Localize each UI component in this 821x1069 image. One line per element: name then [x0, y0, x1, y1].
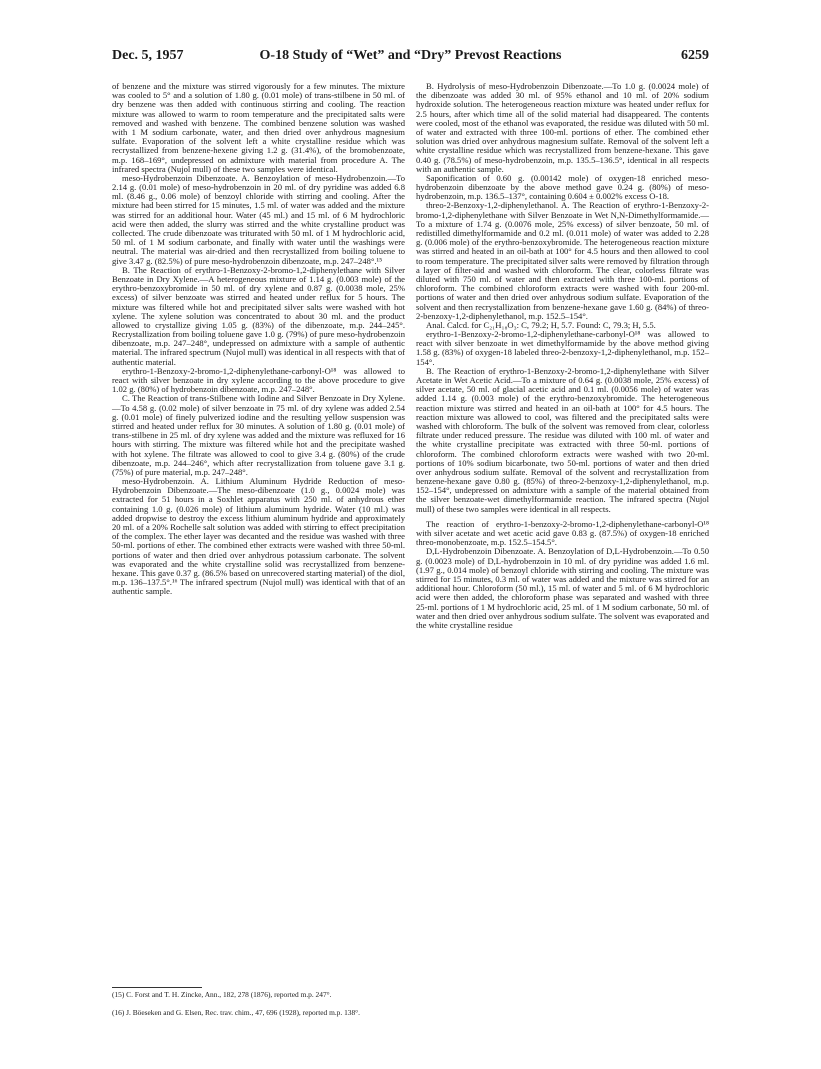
paragraph: meso-Hydrobenzoin. A. Lithium Aluminum Hydride Reduction of meso-Hydrobenzoin Dibenzoate.—The meso-dibenzoate (1.0 g., 0.0024 mole) was extracted for 51 hours in a Soxhlet apparatus with 250 ml. of anhydrous ether containing 1.0 g. (0.026 mole) of lithium aluminum hydride. Water (10 ml.) was added dropwise to destroy the excess lithium aluminum hydride and approximately 20 ml. of a 20% Rochelle salt solution was added with stirring to effect precipitation of the complex. The ether layer was decanted and the residue was washed with three 50-ml. portions of ether. The combined ether extracts were washed with three 50-ml. portions of water and then dried over anhydrous potassium carbonate. The solvent was evaporated and the white crystalline solid was recrystallized from benzene-hexane. This gave 0.37 g. (86.5% based on unrecovered starting material) of the diol, m.p. 136–137.5°.¹⁶ The infrared spectrum (Nujol mull) was identical with that of an authentic sample. — [112, 476, 405, 597]
paragraph: erythro-1-Benzoxy-2-bromo-1,2-diphenylethane-carbonyl-O¹⁸ was allowed to react with silver benzoate in dry xylene according to the above procedure to give 1.02 g. (80%) of hydrobenzoin dibenzoate, m.p. 247–248°. — [112, 365, 405, 395]
paragraph: Saponification of 0.60 g. (0.00142 mole) of oxygen-18 enriched meso-hydrobenzoin dibenzoate by the above method gave 0.24 g. (80%) of meso-hydrobenzoin, m.p. 136.5–137°, containing 0.604 ± 0.002% excess O-18. — [416, 172, 709, 202]
paragraph: B. The Reaction of erythro-1-Benzoxy-2-bromo-1,2-diphenylethane with Silver Acetate in Wet Acetic Acid.—To a mixture of 0.64 g. (0.0038 mole, 25% excess) of silver acetate, 50 ml. of glacial acetic acid and 0.1 ml. (0.0056 mole) of water was added 1.14 g. (0.003 mole) of the erythro-benzoxybromide. The heterogeneous reaction mixture was stirred and heated in an oil-bath at 100° for 4.5 hours. The reaction mixture was allowed to cool, was filtered and the precipitated salts were washed with chloroform. The bulk of the solvent was removed from clear, colorless filtrate under reduced pressure. The residue was diluted with 100 ml. of water and the white crystalline precipitate was extracted with three 50-ml. portions of chloroform. The combined chloroform extracts were washed with two 20-ml. portions of 10% sodium bicarbonate, two 50-ml. portions of water and then dried over anhydrous sodium sulfate. Removal of the solvent and recrystallization from benzene-hexane gave 0.80 g. (85%) of threo-2-benzoxy-1,2-diphenylethanol, m.p. 152–154°, undepressed on admixture with a sample of the material obtained from the silver benzoate-wet dimethylformamide reaction. The infrared spectra (Nujol mull) of these two samples were identical in all respects. — [416, 365, 709, 514]
paragraph: D,L-Hydrobenzoin Dibenzoate. A. Benzoylation of D,L-Hydrobenzoin.—To 0.50 g. (0.0023 mole) of D,L-hydrobenzoin in 10 ml. of dry pyridine was added 1.6 ml. (1.97 g., 0.014 mole) of benzoyl chloride with stirring and cooling. The mixture was stirred for 15 minutes, 0.3 ml. of water was added and the mixture was stirred for an additional hour. Chloroform (50 ml.), 15 ml. of water and 5 ml. of 6 M hydrochloric acid were then added, the chloroform phase was separated and washed with three 25-ml. portions of 1 M hydrochloric acid, 25 ml. of 1 M sodium carbonate, 50 ml. of water and then dried over anhydrous sodium sulfate. The solvent was evaporated and the white crystalline residue — [416, 546, 709, 630]
footnote-15: (15) C. Forst and T. H. Zincke, Ann., 182, 278 (1876), reported m.p. 247°. — [112, 990, 332, 999]
right-column — [416, 82, 709, 1045]
paragraph: meso-Hydrobenzoin Dibenzoate. A. Benzoylation of meso-Hydrobenzoin.—To 2.14 g. (0.01 mole) of meso-hydrobenzoin in 20 ml. of dry pyridine was added 6.8 ml. (8.46 g., 0.06 mole) of benzoyl chloride with stirring and cooling. After the mixture had been stirred for 15 minutes, 1.5 ml. of water was added and the mixture was stirred for an additional hour. Water (45 ml.) and 15 ml. of 6 M hydrochloric acid were then added, the slurry was stirred and the white crystalline product was collected. The crude dibenzoate was triturated with 50 ml. of 1 M hydrochloric acid, 50 ml. of 1 M sodium carbonate, and finally with water until the washings were neutral. The material was air-dried and then recrystallized from boiling toluene to give 3.47 g. (82.5%) of pure meso-hydrobenzoin dibenzoate, m.p. 247–248°.¹⁵ — [112, 172, 405, 266]
header-title: O-18 Study of “Wet” and “Dry” Prevost Reactions — [259, 48, 562, 63]
footnote-16: (16) J. Böeseken and G. Elsen, Rec. trav. chim., 47, 696 (1928), reported m.p. 138°. — [112, 1008, 360, 1017]
paragraph: erythro-1-Benzoxy-2-bromo-1,2-diphenylethane-carbonyl-O¹⁸ was allowed to react with silver benzoate in wet dimethylformamide by the above method giving 1.58 g. (83%) of oxygen-18 labeled threo-2-benzoxy-1,2-diphenylethanol, m.p. 152–154°. — [416, 329, 709, 367]
header-date: Dec. 5, 1957 — [112, 48, 184, 63]
paragraph: B. Hydrolysis of meso-Hydrobenzoin Dibenzoate.—To 1.0 g. (0.0024 mole) of the dibenzoate was added 30 ml. of 95% ethanol and 10 ml. of 20% sodium hydroxide solution. The heterogeneous reaction mixture was heated under reflux for 2.5 hours, after which time all of the solid material had disappeared. The contents were cooled, most of the ethanol was evaporated, the residue was diluted with 50 ml. of water and extracted with three 100-ml. portions of ether. The combined ether solution was dried over anhydrous magnesium sulfate. Removal of the solvent left a white crystalline residue which was recrystallized from benzene-hexane. This gave 0.40 g. (78.5%) of meso-hydrobenzoin, m.p. 135.5–136.5°, identical in all respects with an authentic sample. — [416, 81, 709, 174]
paragraph: B. The Reaction of erythro-1-Benzoxy-2-bromo-1,2-diphenylethane with Silver Benzoate in Dry Xylene.—A heterogeneous mixture of 1.14 g. (0.003 mole) of the erythro-benzoxybromide in 50 ml. of dry xylene and 0.87 g. (0.0038 mole, 25% excess) of silver benzoate was stirred and heated under reflux for 5 hours. The mixture was filtered while hot and precipitated silver salts were washed with hot xylene. The xylene solution was concentrated to about 30 ml. and the product allowed to crystallize giving 1.05 g. (83%) of the dibenzoate, m.p. 244–245°. Recrystallization from boiling toluene gave 1.0 g. (79%) of pure meso-hydrobenzoin dibenzoate, m.p. 247–248°, undepressed on admixture with a sample of authentic material. The infrared spectrum (Nujol mull) was identical in all respects with that of authentic material. — [112, 264, 405, 367]
left-column — [112, 82, 405, 982]
footnote-rule — [112, 987, 202, 988]
paragraph: The reaction of erythro-1-benzoxy-2-bromo-1,2-diphenylethane-carbonyl-O¹⁸ with silver acetate and wet acetic acid gave 0.83 g. (87.5%) of oxygen-18 enriched threo-monobenzoate, m.p. 152.5–154.5°. — [416, 518, 709, 548]
paragraph: threo-2-Benzoxy-1,2-diphenylethanol. A. The Reaction of erythro-1-Benzoxy-2-bromo-1,2-diphenylethane with Silver Benzoate in Wet N,N-Dimethylformamide.—To a mixture of 1.74 g. (0.0076 mole, 25% excess) of silver benzoate, 50 ml. of redistilled dimethylformamide and 0.2 ml. (0.011 mole) of water was added to 2.28 g. (0.006 mole) of the erythro-benzoxybromide. The heterogeneous reaction mixture was stirred and heated in an oil-bath at 100° for 4.5 hours and then allowed to cool to room temperature. The precipitated silver salts were removed by filtration through a layer of filter-aid and washed with chloroform. The clear, colorless filtrate was diluted with 750 ml. of water and then extracted with three 100-ml. portions of chloroform. The combined chloroform extracts were washed with four 200-ml. portions of water and then dried over anhydrous sodium sulfate. Evaporation of the solvent and then recrystallization from benzene-hexane gave 1.60 g. (84%) of threo-2-benzoxy-1,2-diphenylethanol, m.p. 152.5–154°. — [416, 200, 709, 321]
page-number: 6259 — [681, 48, 709, 63]
running-header — [112, 48, 709, 64]
paragraph: of benzene and the mixture was stirred vigorously for a few minutes. The mixture was cooled to 5° and a solution of 1.80 g. (0.01 mole) of trans-stilbene in 50 ml. of dry benzene was then added with continuous stirring and cooling. The reaction mixture was allowed to warm to room temperature and the precipitated salts were removed and washed with benzene. The combined benzene solution was washed with 1 M sodium carbonate, water, and then dried over anhydrous magnesium sulfate. Evaporation of the solvent left a white crystalline residue which was recrystallized from benzene-hexene giving 1.2 g. (31.4%), of the bromobenzoate, m.p. 168–169°, undepressed on admixture with material from procedure A. The infrared spectra (Nujol mull) of these two samples were identical. — [112, 81, 405, 174]
paragraph: Anal. Calcd. for C₂₁H₁₈O₃: C, 79.2; H, 5.7. Found: C, 79.3; H, 5.5. — [426, 319, 656, 330]
paragraph: C. The Reaction of trans-Stilbene with Iodine and Silver Benzoate in Dry Xylene.—To 4.58 g. (0.02 mole) of silver benzoate in 75 ml. of dry xylene was added 2.54 g. (0.01 mole) of finely pulverized iodine and the resulting yellow suspension was stirred and heated under reflux for 30 minutes. A solution of 1.80 g. (0.01 mole) of trans-stilbene in 25 ml. of dry xylene was added and the mixture was refluxed for 16 hours with stirring. The mixture was filtered while hot and the precipitate washed with hot xylene. The filtrate was allowed to cool to give 3.4 g. (80%) of the crude dibenzoate, m.p. 244–246°, which after recrystallization from toluene gave 3.1 g. (75%) of pure material, m.p. 247–248°. — [112, 393, 405, 477]
